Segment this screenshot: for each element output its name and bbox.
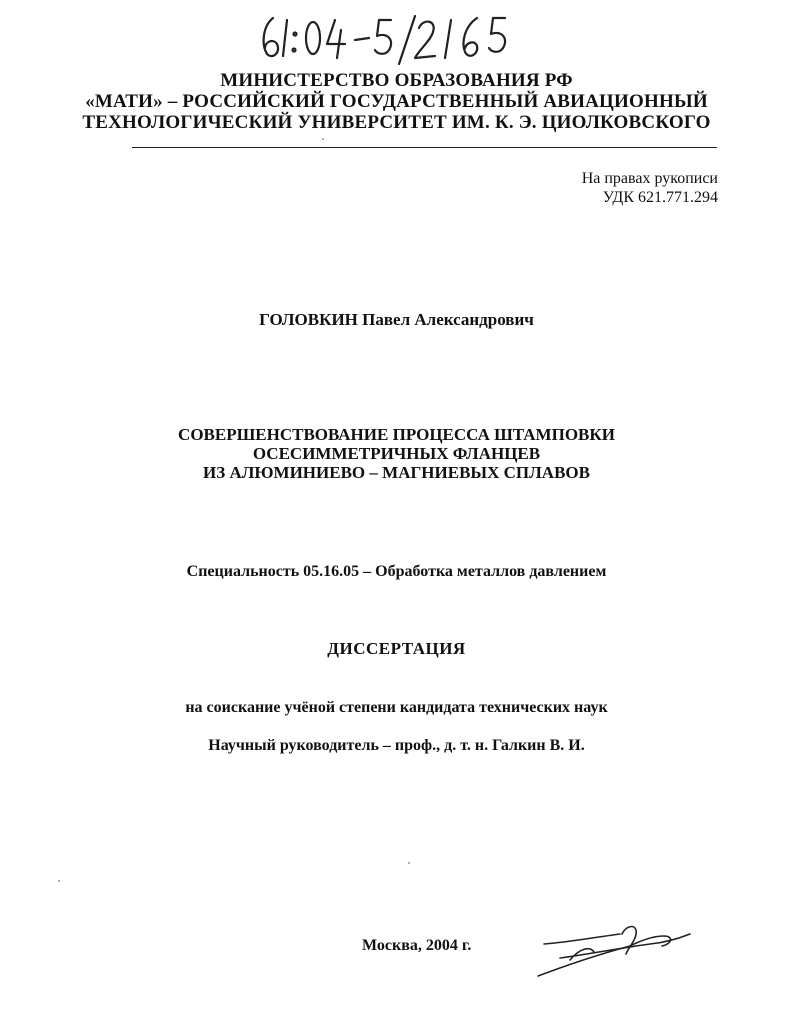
header-divider bbox=[132, 147, 717, 148]
author-name bbox=[0, 310, 793, 330]
degree-statement: на соискание учёной степени кандидата технических наук bbox=[185, 699, 608, 716]
handwritten-catalog-code bbox=[255, 8, 515, 68]
header-ministry: МИНИСТЕРСТВО ОБРАЗОВАНИЯ РФ bbox=[220, 70, 573, 91]
title-line-2: ОСЕСИММЕТРИЧНЫХ ФЛАНЦЕВ bbox=[252, 444, 541, 463]
place-year: Москва, 2004 г. bbox=[362, 937, 472, 954]
header-university-line1: «МАТИ» – РОССИЙСКИЙ ГОСУДАРСТВЕННЫЙ АВИАЦИОННЫЙ bbox=[85, 91, 708, 112]
udc-code: УДК 621.771.294 bbox=[602, 189, 718, 206]
scan-speck bbox=[408, 862, 410, 864]
signature-image bbox=[530, 918, 700, 980]
title-line-3: ИЗ АЛЮМИНИЕВО – МАГНИЕВЫХ СПЛАВОВ bbox=[203, 463, 590, 482]
title-line-1: СОВЕРШЕНСТВОВАНИЕ ПРОЦЕССА ШТАМПОВКИ bbox=[178, 425, 615, 444]
scan-speck bbox=[322, 138, 324, 140]
supervisor: Научный руководитель – проф., д. т. н. Галкин В. И. bbox=[208, 737, 585, 754]
scan-speck bbox=[58, 880, 60, 882]
author-given-names: Павел Александрович bbox=[362, 310, 534, 329]
specialty: Специальность 05.16.05 – Обработка металлов давлением bbox=[186, 563, 607, 580]
header-university-line2: ТЕХНОЛОГИЧЕСКИЙ УНИВЕРСИТЕТ ИМ. К. Э. ЦИОЛКОВСКОГО bbox=[82, 112, 711, 133]
author-surname: ГОЛОВКИН bbox=[259, 310, 358, 329]
document-type: ДИССЕРТАЦИЯ bbox=[327, 639, 466, 658]
rights-note: На правах рукописи bbox=[581, 170, 718, 187]
